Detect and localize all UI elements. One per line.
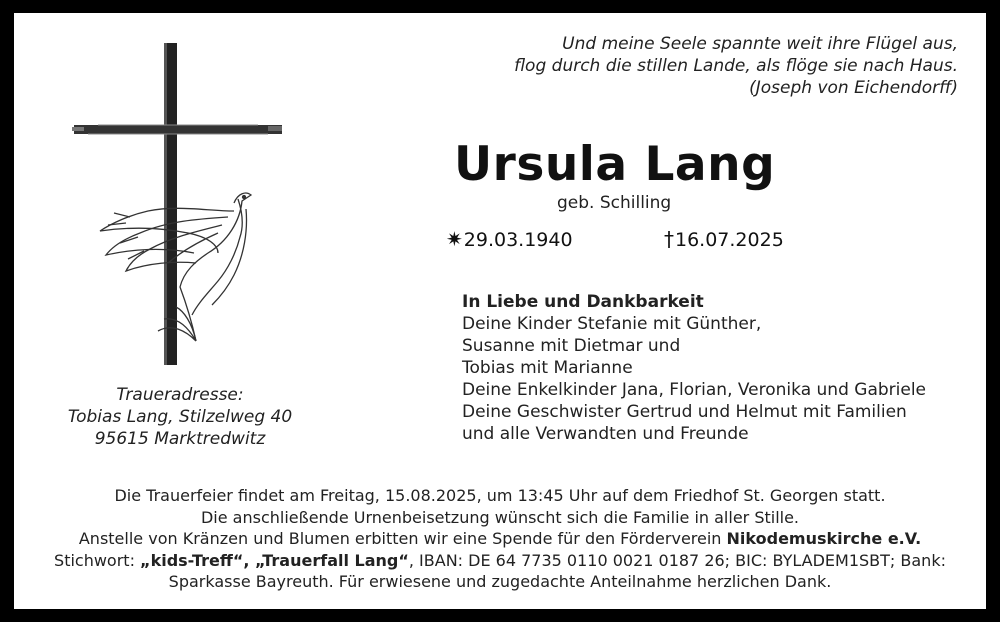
mourners-heading: In Liebe und Dankbarkeit	[462, 292, 704, 312]
deceased-name: Ursula Lang	[454, 137, 776, 192]
address-line: Tobias Lang, Stilzelweg 40	[67, 407, 293, 427]
mourner-line: Susanne mit Dietmar und	[462, 336, 681, 356]
address-line: 95615 Marktredwitz	[94, 429, 266, 449]
cross-dove-emblem	[68, 41, 288, 371]
birth-date-block	[446, 227, 573, 251]
donation-keyword: „kids-Treff“, „Trauerfall Lang“	[140, 550, 409, 570]
obituary-card	[14, 13, 986, 609]
birth-date: 29.03.1940	[463, 229, 573, 251]
notice-line: Die anschließende Urnenbeisetzung wünscht sich die Familie in aller Stille.	[200, 507, 800, 527]
mourner-line: Tobias mit Marianne	[462, 358, 633, 378]
death-date-block	[664, 227, 784, 251]
notice-line	[20, 528, 980, 550]
death-cross-icon: †	[664, 227, 674, 251]
notice-line: Sparkasse Bayreuth. Für erwiesene und zugedachte Anteilnahme herzlichen Dank.	[168, 572, 832, 591]
quote-block	[514, 33, 958, 99]
death-date: 16.07.2025	[675, 229, 784, 251]
mourning-address	[54, 384, 306, 450]
maiden-name: geb. Schilling	[557, 193, 672, 213]
cross-icon	[72, 43, 282, 365]
mourner-line: Deine Kinder Stefanie mit Günther,	[462, 314, 762, 334]
mourner-line: und alle Verwandten und Freunde	[462, 424, 749, 444]
quote-line: Und meine Seele spannte weit ihre Flügel aus,	[562, 34, 958, 54]
charity-name: Nikodemuskirche e.V.	[726, 529, 922, 548]
mourner-line: Deine Enkelkinder Jana, Florian, Veronika und Gabriele	[462, 380, 927, 400]
mourner-line: Deine Geschwister Gertrud und Helmut mit Familien	[462, 402, 907, 422]
notice-line: Die Trauerfeier findet am Freitag, 15.08.2025, um 13:45 Uhr auf dem Friedhof St. Georgen statt.	[114, 486, 886, 505]
donation-text: Anstelle von Kränzen und Blumen erbitten wir eine Spende für den Förderverein	[78, 529, 727, 548]
notice-line	[20, 550, 980, 572]
bank-details: , IBAN: DE 64 7735 0110 0021 0187 26; BIC: BYLADEM1SBT; Bank:	[408, 550, 946, 570]
quote-line: flog durch die stillen Lande, als flöge sie nach Haus.	[514, 56, 958, 76]
quote-attribution: (Joseph von Eichendorff)	[749, 78, 958, 98]
keyword-label: Stichwort:	[54, 550, 141, 570]
mourners-list	[462, 291, 926, 445]
birth-star-icon: ✷	[446, 227, 463, 251]
funeral-notice	[20, 485, 980, 593]
address-label: Traueradresse:	[116, 385, 244, 405]
